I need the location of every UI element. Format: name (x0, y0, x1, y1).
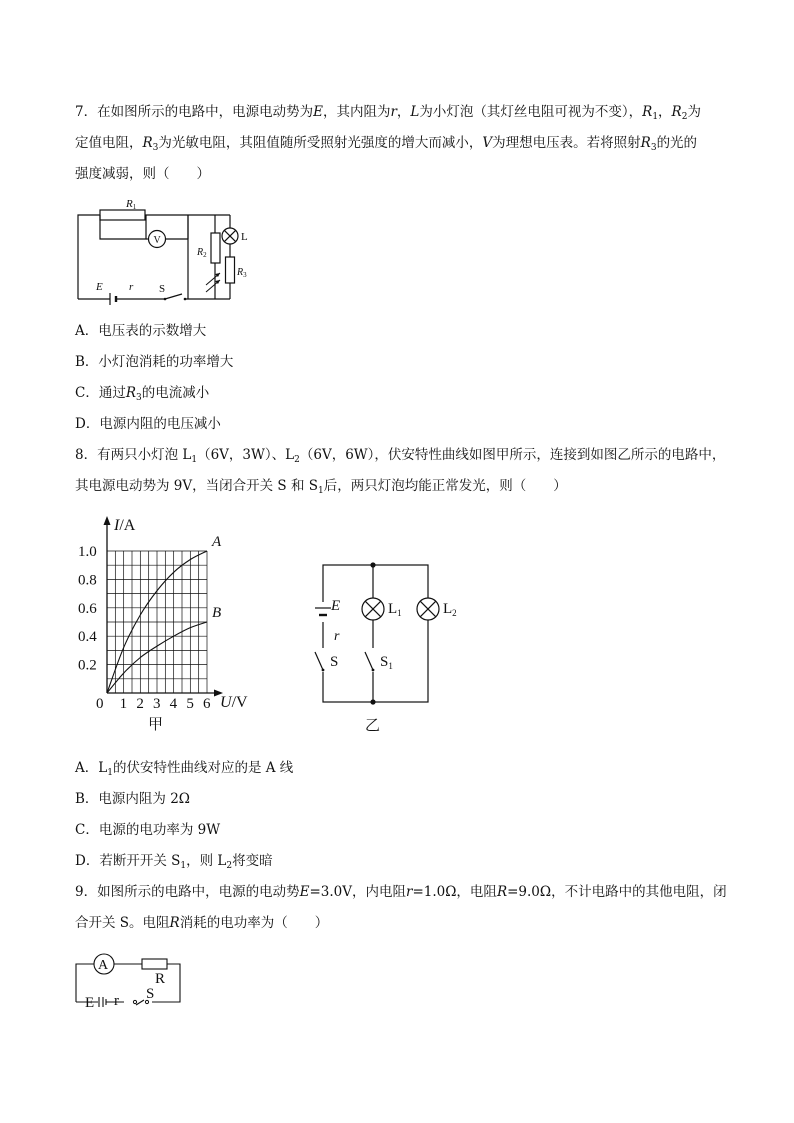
svg-text:U/V: U/V (220, 694, 248, 711)
q7-stem-line1: 7．在如图所示的电路中，电源电动势为E，其内阻为r，L为小灯泡（其灯丝电阻可视为不变），$R_1$，$R_2$为 (75, 104, 701, 122)
q7-stem-line2: 定值电阻，$R_3$为光敏电阻，其阻值随所受照射光强度的增大而减小，V为理想电压表。若将照射$R_3$的光的 (75, 135, 698, 153)
q7-option-c[interactable]: C．通过$R_3$的电流减小 (75, 385, 210, 403)
voltmeter-icon: V (153, 235, 161, 246)
q9-stem-line1: 9．如图所示的电路中，电源的电动势E=3.0V，内电阻r=1.0Ω，电阻R=9.0Ω，不计电路中的其他电阻，闭 (75, 884, 727, 900)
q7-stem-line3: 强度减弱，则（ ） (75, 166, 210, 182)
svg-text:I/A: I/A (114, 517, 136, 534)
y-tick-label: 0.2 (78, 657, 97, 674)
q8-option-a[interactable]: A．$L_1$的伏安特性曲线对应的是 A 线 (75, 760, 294, 778)
svg-text:S1: $S_1$ (380, 654, 393, 671)
svg-text:S: S (159, 283, 166, 295)
q8-option-b[interactable]: B．电源内阻为 2Ω (75, 791, 190, 807)
svg-text:E: E (85, 995, 95, 1011)
y-tick-label: 0.4 (78, 629, 97, 646)
x-tick-label: 2 (136, 696, 144, 712)
svg-text:E: E (96, 281, 103, 293)
svg-text:L2: $L_2$ (443, 601, 457, 618)
svg-text:S: S (146, 986, 155, 1002)
chart-caption: 甲 (148, 717, 164, 733)
y-tick-label: 1.0 (78, 544, 97, 560)
q8-stem-line1: 8．有两只小灯泡 $L_1(6V$，3W）、$L_2(6V$，6W），伏安特性曲线如图甲所示，连接到如图乙所示的电路中， (75, 447, 726, 465)
x-tick-label: 1 (119, 696, 128, 712)
svg-text:R2: $R_2$ (197, 247, 207, 259)
svg-text:r: r (129, 281, 134, 293)
q8-stem-line2: 其电源电动势为 9V，当闭合开关 S 和 $S_1$后，两只灯泡均能正常发光，则（ ） (75, 478, 567, 496)
x-tick-label: 6 (203, 696, 211, 712)
svg-text:r: r (334, 629, 340, 644)
svg-text:R3: $R_3$ (237, 267, 247, 279)
curve-B-label: B (212, 605, 222, 621)
svg-text:L1: $L_1$ (388, 601, 402, 618)
q8-option-d[interactable]: D．若断开开关 $S_1$，则 $L_2$将变暗 (75, 853, 273, 871)
x-tick-label: 5 (186, 696, 194, 712)
svg-text:A: A (98, 958, 109, 973)
curve-A-label: A (212, 534, 222, 550)
circuit-caption: 乙 (365, 718, 381, 734)
x-tick-label: 4 (169, 696, 178, 712)
q8-circuit-figure (318, 558, 478, 738)
q8-option-c[interactable]: C．电源的电功率为 9W (75, 822, 221, 838)
q7-option-a[interactable]: A．电压表的示数增大 (75, 323, 207, 339)
q9-stem-line2: 合开关 S。电阻R消耗的电功率为（ ） (75, 915, 329, 931)
svg-text:R1: R1 (126, 198, 137, 211)
q7-circuit-figure (70, 195, 260, 307)
svg-text:S: S (330, 654, 339, 670)
svg-text:L: L (241, 231, 248, 243)
iv-characteristic-chart (70, 510, 260, 735)
y-tick-label: 0.8 (78, 572, 97, 589)
svg-text:r: r (114, 993, 119, 1009)
q7-option-d[interactable]: D．电源内阻的电压减小 (75, 416, 221, 432)
q9-circuit-figure (72, 950, 187, 1012)
svg-text:E: E (331, 598, 341, 614)
q7-option-b[interactable]: B．小灯泡消耗的功率增大 (75, 354, 234, 370)
y-tick-label: 0.6 (78, 600, 97, 617)
x-tick-label: 3 (153, 696, 161, 712)
x-tick-label: 0 (96, 696, 104, 712)
svg-text:R: R (155, 971, 166, 987)
